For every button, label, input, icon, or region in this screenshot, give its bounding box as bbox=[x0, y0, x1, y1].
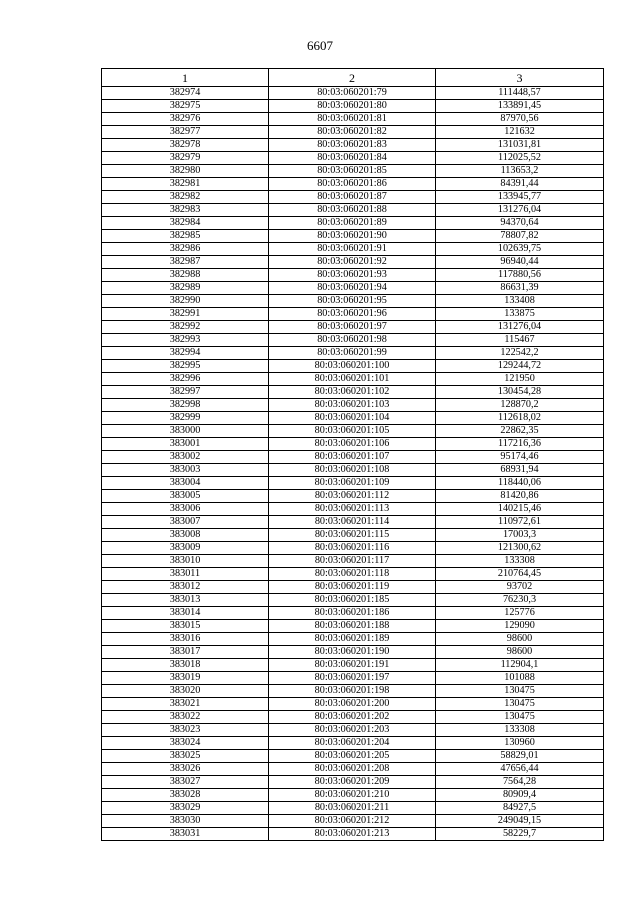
cadastral-number-cell: 80:03:060201:79 bbox=[269, 87, 436, 100]
value-cell: 117880,56 bbox=[436, 269, 604, 282]
cadastral-number-cell: 80:03:060201:88 bbox=[269, 204, 436, 217]
value-cell: 133308 bbox=[436, 555, 604, 568]
cadastral-number-cell: 80:03:060201:95 bbox=[269, 295, 436, 308]
record-number-cell: 383004 bbox=[102, 477, 269, 490]
table-row bbox=[102, 594, 604, 607]
cadastral-number-cell: 80:03:060201:188 bbox=[269, 620, 436, 633]
cadastral-number-cell: 80:03:060201:98 bbox=[269, 334, 436, 347]
table-row bbox=[102, 581, 604, 594]
value-cell: 131276,04 bbox=[436, 204, 604, 217]
record-number-cell: 383026 bbox=[102, 763, 269, 776]
record-number-cell: 382993 bbox=[102, 334, 269, 347]
cadastral-number-cell: 80:03:060201:105 bbox=[269, 425, 436, 438]
record-number-cell: 382982 bbox=[102, 191, 269, 204]
record-number-cell: 383023 bbox=[102, 724, 269, 737]
table-row bbox=[102, 321, 604, 334]
cadastral-number-cell: 80:03:060201:83 bbox=[269, 139, 436, 152]
record-number-cell: 383015 bbox=[102, 620, 269, 633]
record-number-cell: 382987 bbox=[102, 256, 269, 269]
value-cell: 78807,82 bbox=[436, 230, 604, 243]
table-row bbox=[102, 113, 604, 126]
table-row bbox=[102, 724, 604, 737]
value-cell: 129244,72 bbox=[436, 360, 604, 373]
cadastral-number-cell: 80:03:060201:202 bbox=[269, 711, 436, 724]
table-row bbox=[102, 685, 604, 698]
value-cell: 249049,15 bbox=[436, 815, 604, 828]
value-cell: 122542,2 bbox=[436, 347, 604, 360]
cadastral-number-cell: 80:03:060201:213 bbox=[269, 828, 436, 841]
cadastral-number-cell: 80:03:060201:96 bbox=[269, 308, 436, 321]
value-cell: 84391,44 bbox=[436, 178, 604, 191]
table-row bbox=[102, 217, 604, 230]
record-number-cell: 382992 bbox=[102, 321, 269, 334]
cadastral-number-cell: 80:03:060201:190 bbox=[269, 646, 436, 659]
value-cell: 210764,45 bbox=[436, 568, 604, 581]
table-row bbox=[102, 672, 604, 685]
record-number-cell: 382985 bbox=[102, 230, 269, 243]
value-cell: 112904,1 bbox=[436, 659, 604, 672]
cadastral-number-cell: 80:03:060201:119 bbox=[269, 581, 436, 594]
value-cell: 7564,28 bbox=[436, 776, 604, 789]
table-row bbox=[102, 438, 604, 451]
table-row bbox=[102, 477, 604, 490]
cadastral-number-cell: 80:03:060201:108 bbox=[269, 464, 436, 477]
value-cell: 131276,04 bbox=[436, 321, 604, 334]
table-row bbox=[102, 633, 604, 646]
value-cell: 121950 bbox=[436, 373, 604, 386]
value-cell: 115467 bbox=[436, 334, 604, 347]
cadastral-number-cell: 80:03:060201:112 bbox=[269, 490, 436, 503]
value-cell: 111448,57 bbox=[436, 87, 604, 100]
record-number-cell: 383001 bbox=[102, 438, 269, 451]
table-row bbox=[102, 542, 604, 555]
table-row bbox=[102, 451, 604, 464]
cadastral-number-cell: 80:03:060201:200 bbox=[269, 698, 436, 711]
cadastral-number-cell: 80:03:060201:100 bbox=[269, 360, 436, 373]
cadastral-number-cell: 80:03:060201:87 bbox=[269, 191, 436, 204]
cadastral-number-cell: 80:03:060201:203 bbox=[269, 724, 436, 737]
record-number-cell: 382988 bbox=[102, 269, 269, 282]
value-cell: 84927,5 bbox=[436, 802, 604, 815]
cadastral-number-cell: 80:03:060201:91 bbox=[269, 243, 436, 256]
record-number-cell: 382981 bbox=[102, 178, 269, 191]
cadastral-number-cell: 80:03:060201:93 bbox=[269, 269, 436, 282]
value-cell: 128870,2 bbox=[436, 399, 604, 412]
value-cell: 95174,46 bbox=[436, 451, 604, 464]
table-row bbox=[102, 334, 604, 347]
cadastral-number-cell: 80:03:060201:107 bbox=[269, 451, 436, 464]
record-number-cell: 383020 bbox=[102, 685, 269, 698]
record-number-cell: 383008 bbox=[102, 529, 269, 542]
record-number-cell: 382976 bbox=[102, 113, 269, 126]
table-row bbox=[102, 711, 604, 724]
record-number-cell: 382974 bbox=[102, 87, 269, 100]
cadastral-number-cell: 80:03:060201:211 bbox=[269, 802, 436, 815]
value-cell: 130475 bbox=[436, 698, 604, 711]
record-number-cell: 382989 bbox=[102, 282, 269, 295]
table-row bbox=[102, 789, 604, 802]
record-number-cell: 383012 bbox=[102, 581, 269, 594]
table-row bbox=[102, 516, 604, 529]
cadastral-number-cell: 80:03:060201:99 bbox=[269, 347, 436, 360]
record-number-cell: 382991 bbox=[102, 308, 269, 321]
cadastral-number-cell: 80:03:060201:103 bbox=[269, 399, 436, 412]
record-number-cell: 383006 bbox=[102, 503, 269, 516]
cadastral-number-cell: 80:03:060201:212 bbox=[269, 815, 436, 828]
cadastral-number-cell: 80:03:060201:109 bbox=[269, 477, 436, 490]
table-row bbox=[102, 100, 604, 113]
record-number-cell: 382983 bbox=[102, 204, 269, 217]
record-number-cell: 382995 bbox=[102, 360, 269, 373]
page-number: 6607 bbox=[307, 38, 333, 53]
value-cell: 58229,7 bbox=[436, 828, 604, 841]
cadastral-number-cell: 80:03:060201:114 bbox=[269, 516, 436, 529]
table-row bbox=[102, 698, 604, 711]
cadastral-number-cell: 80:03:060201:198 bbox=[269, 685, 436, 698]
record-number-cell: 383009 bbox=[102, 542, 269, 555]
record-number-cell: 383030 bbox=[102, 815, 269, 828]
header-row bbox=[102, 69, 604, 87]
record-number-cell: 382998 bbox=[102, 399, 269, 412]
cadastral-number-cell: 80:03:060201:210 bbox=[269, 789, 436, 802]
value-cell: 76230,3 bbox=[436, 594, 604, 607]
table-row bbox=[102, 828, 604, 841]
table-row bbox=[102, 360, 604, 373]
value-cell: 81420,86 bbox=[436, 490, 604, 503]
table-row bbox=[102, 646, 604, 659]
table-row bbox=[102, 529, 604, 542]
value-cell: 133308 bbox=[436, 724, 604, 737]
record-number-cell: 383005 bbox=[102, 490, 269, 503]
record-number-cell: 382980 bbox=[102, 165, 269, 178]
record-number-cell: 382990 bbox=[102, 295, 269, 308]
table-row bbox=[102, 347, 604, 360]
value-cell: 130475 bbox=[436, 685, 604, 698]
value-cell: 93702 bbox=[436, 581, 604, 594]
value-cell: 58829,01 bbox=[436, 750, 604, 763]
record-number-cell: 382984 bbox=[102, 217, 269, 230]
record-number-cell: 383002 bbox=[102, 451, 269, 464]
cadastral-number-cell: 80:03:060201:86 bbox=[269, 178, 436, 191]
record-number-cell: 383029 bbox=[102, 802, 269, 815]
value-cell: 129090 bbox=[436, 620, 604, 633]
cadastral-number-cell: 80:03:060201:84 bbox=[269, 152, 436, 165]
value-cell: 110972,61 bbox=[436, 516, 604, 529]
cadastral-number-cell: 80:03:060201:94 bbox=[269, 282, 436, 295]
table-row bbox=[102, 659, 604, 672]
record-number-cell: 383018 bbox=[102, 659, 269, 672]
cadastral-number-cell: 80:03:060201:191 bbox=[269, 659, 436, 672]
record-number-cell: 383003 bbox=[102, 464, 269, 477]
value-cell: 86631,39 bbox=[436, 282, 604, 295]
cadastral-number-cell: 80:03:060201:118 bbox=[269, 568, 436, 581]
value-cell: 133945,77 bbox=[436, 191, 604, 204]
cadastral-number-cell: 80:03:060201:90 bbox=[269, 230, 436, 243]
table-row bbox=[102, 269, 604, 282]
table-header bbox=[102, 69, 604, 87]
record-number-cell: 383021 bbox=[102, 698, 269, 711]
value-cell: 113653,2 bbox=[436, 165, 604, 178]
column-header-1: 1 bbox=[102, 69, 269, 87]
value-cell: 96940,44 bbox=[436, 256, 604, 269]
value-cell: 130454,28 bbox=[436, 386, 604, 399]
cadastral-number-cell: 80:03:060201:204 bbox=[269, 737, 436, 750]
value-cell: 80909,4 bbox=[436, 789, 604, 802]
table-row bbox=[102, 139, 604, 152]
value-cell: 98600 bbox=[436, 633, 604, 646]
value-cell: 121632 bbox=[436, 126, 604, 139]
table-row bbox=[102, 607, 604, 620]
value-cell: 121300,62 bbox=[436, 542, 604, 555]
cadastral-number-cell: 80:03:060201:92 bbox=[269, 256, 436, 269]
record-number-cell: 383028 bbox=[102, 789, 269, 802]
table-row bbox=[102, 802, 604, 815]
record-number-cell: 383027 bbox=[102, 776, 269, 789]
record-number-cell: 382997 bbox=[102, 386, 269, 399]
cadastral-number-cell: 80:03:060201:101 bbox=[269, 373, 436, 386]
record-number-cell: 383011 bbox=[102, 568, 269, 581]
table-row bbox=[102, 165, 604, 178]
cadastral-number-cell: 80:03:060201:80 bbox=[269, 100, 436, 113]
value-cell: 112618,02 bbox=[436, 412, 604, 425]
value-cell: 117216,36 bbox=[436, 438, 604, 451]
record-number-cell: 383000 bbox=[102, 425, 269, 438]
cadastral-number-cell: 80:03:060201:102 bbox=[269, 386, 436, 399]
column-header-2: 2 bbox=[269, 69, 436, 87]
cadastral-number-cell: 80:03:060201:81 bbox=[269, 113, 436, 126]
table-body bbox=[102, 87, 604, 841]
record-number-cell: 382975 bbox=[102, 100, 269, 113]
cadastral-number-cell: 80:03:060201:82 bbox=[269, 126, 436, 139]
column-header-3: 3 bbox=[436, 69, 604, 87]
table-row bbox=[102, 243, 604, 256]
record-number-cell: 383013 bbox=[102, 594, 269, 607]
table-row bbox=[102, 126, 604, 139]
value-cell: 17003,3 bbox=[436, 529, 604, 542]
cadastral-number-cell: 80:03:060201:186 bbox=[269, 607, 436, 620]
value-cell: 118440,06 bbox=[436, 477, 604, 490]
table-row bbox=[102, 178, 604, 191]
table-row bbox=[102, 763, 604, 776]
record-number-cell: 382994 bbox=[102, 347, 269, 360]
cadastral-number-cell: 80:03:060201:116 bbox=[269, 542, 436, 555]
record-number-cell: 382978 bbox=[102, 139, 269, 152]
record-number-cell: 383022 bbox=[102, 711, 269, 724]
value-cell: 140215,46 bbox=[436, 503, 604, 516]
record-number-cell: 382979 bbox=[102, 152, 269, 165]
table-row bbox=[102, 620, 604, 633]
table-row bbox=[102, 503, 604, 516]
cadastral-number-cell: 80:03:060201:113 bbox=[269, 503, 436, 516]
record-number-cell: 383014 bbox=[102, 607, 269, 620]
cadastral-number-cell: 80:03:060201:97 bbox=[269, 321, 436, 334]
value-cell: 87970,56 bbox=[436, 113, 604, 126]
table-row bbox=[102, 282, 604, 295]
cadastral-number-cell: 80:03:060201:205 bbox=[269, 750, 436, 763]
value-cell: 130475 bbox=[436, 711, 604, 724]
table-row bbox=[102, 776, 604, 789]
cadastral-number-cell: 80:03:060201:115 bbox=[269, 529, 436, 542]
cadastral-number-cell: 80:03:060201:208 bbox=[269, 763, 436, 776]
table-row bbox=[102, 230, 604, 243]
table-row bbox=[102, 152, 604, 165]
table-row bbox=[102, 256, 604, 269]
record-number-cell: 383031 bbox=[102, 828, 269, 841]
table-row bbox=[102, 750, 604, 763]
cadastral-number-cell: 80:03:060201:185 bbox=[269, 594, 436, 607]
value-cell: 68931,94 bbox=[436, 464, 604, 477]
cadastral-number-cell: 80:03:060201:104 bbox=[269, 412, 436, 425]
table-row bbox=[102, 490, 604, 503]
value-cell: 102639,75 bbox=[436, 243, 604, 256]
table-row bbox=[102, 737, 604, 750]
record-number-cell: 383007 bbox=[102, 516, 269, 529]
value-cell: 133408 bbox=[436, 295, 604, 308]
table-row bbox=[102, 568, 604, 581]
cadastral-number-cell: 80:03:060201:106 bbox=[269, 438, 436, 451]
table-row bbox=[102, 555, 604, 568]
value-cell: 131031,81 bbox=[436, 139, 604, 152]
record-number-cell: 383016 bbox=[102, 633, 269, 646]
value-cell: 47656,44 bbox=[436, 763, 604, 776]
table-row bbox=[102, 308, 604, 321]
table-row bbox=[102, 204, 604, 217]
record-number-cell: 383010 bbox=[102, 555, 269, 568]
record-number-cell: 382977 bbox=[102, 126, 269, 139]
table-row bbox=[102, 386, 604, 399]
registry-table bbox=[101, 68, 604, 841]
cadastral-number-cell: 80:03:060201:209 bbox=[269, 776, 436, 789]
value-cell: 125776 bbox=[436, 607, 604, 620]
value-cell: 94370,64 bbox=[436, 217, 604, 230]
cadastral-number-cell: 80:03:060201:85 bbox=[269, 165, 436, 178]
value-cell: 133891,45 bbox=[436, 100, 604, 113]
record-number-cell: 383025 bbox=[102, 750, 269, 763]
table-row bbox=[102, 815, 604, 828]
value-cell: 133875 bbox=[436, 308, 604, 321]
table-row bbox=[102, 464, 604, 477]
cadastral-number-cell: 80:03:060201:89 bbox=[269, 217, 436, 230]
value-cell: 101088 bbox=[436, 672, 604, 685]
value-cell: 130960 bbox=[436, 737, 604, 750]
value-cell: 112025,52 bbox=[436, 152, 604, 165]
table-row bbox=[102, 399, 604, 412]
record-number-cell: 383019 bbox=[102, 672, 269, 685]
table-row bbox=[102, 412, 604, 425]
record-number-cell: 383017 bbox=[102, 646, 269, 659]
record-number-cell: 382999 bbox=[102, 412, 269, 425]
record-number-cell: 383024 bbox=[102, 737, 269, 750]
cadastral-number-cell: 80:03:060201:189 bbox=[269, 633, 436, 646]
table-row bbox=[102, 295, 604, 308]
value-cell: 98600 bbox=[436, 646, 604, 659]
table-row bbox=[102, 373, 604, 386]
record-number-cell: 382996 bbox=[102, 373, 269, 386]
value-cell: 22862,35 bbox=[436, 425, 604, 438]
record-number-cell: 382986 bbox=[102, 243, 269, 256]
cadastral-number-cell: 80:03:060201:197 bbox=[269, 672, 436, 685]
table-row bbox=[102, 425, 604, 438]
cadastral-number-cell: 80:03:060201:117 bbox=[269, 555, 436, 568]
table-row bbox=[102, 87, 604, 100]
table-row bbox=[102, 191, 604, 204]
